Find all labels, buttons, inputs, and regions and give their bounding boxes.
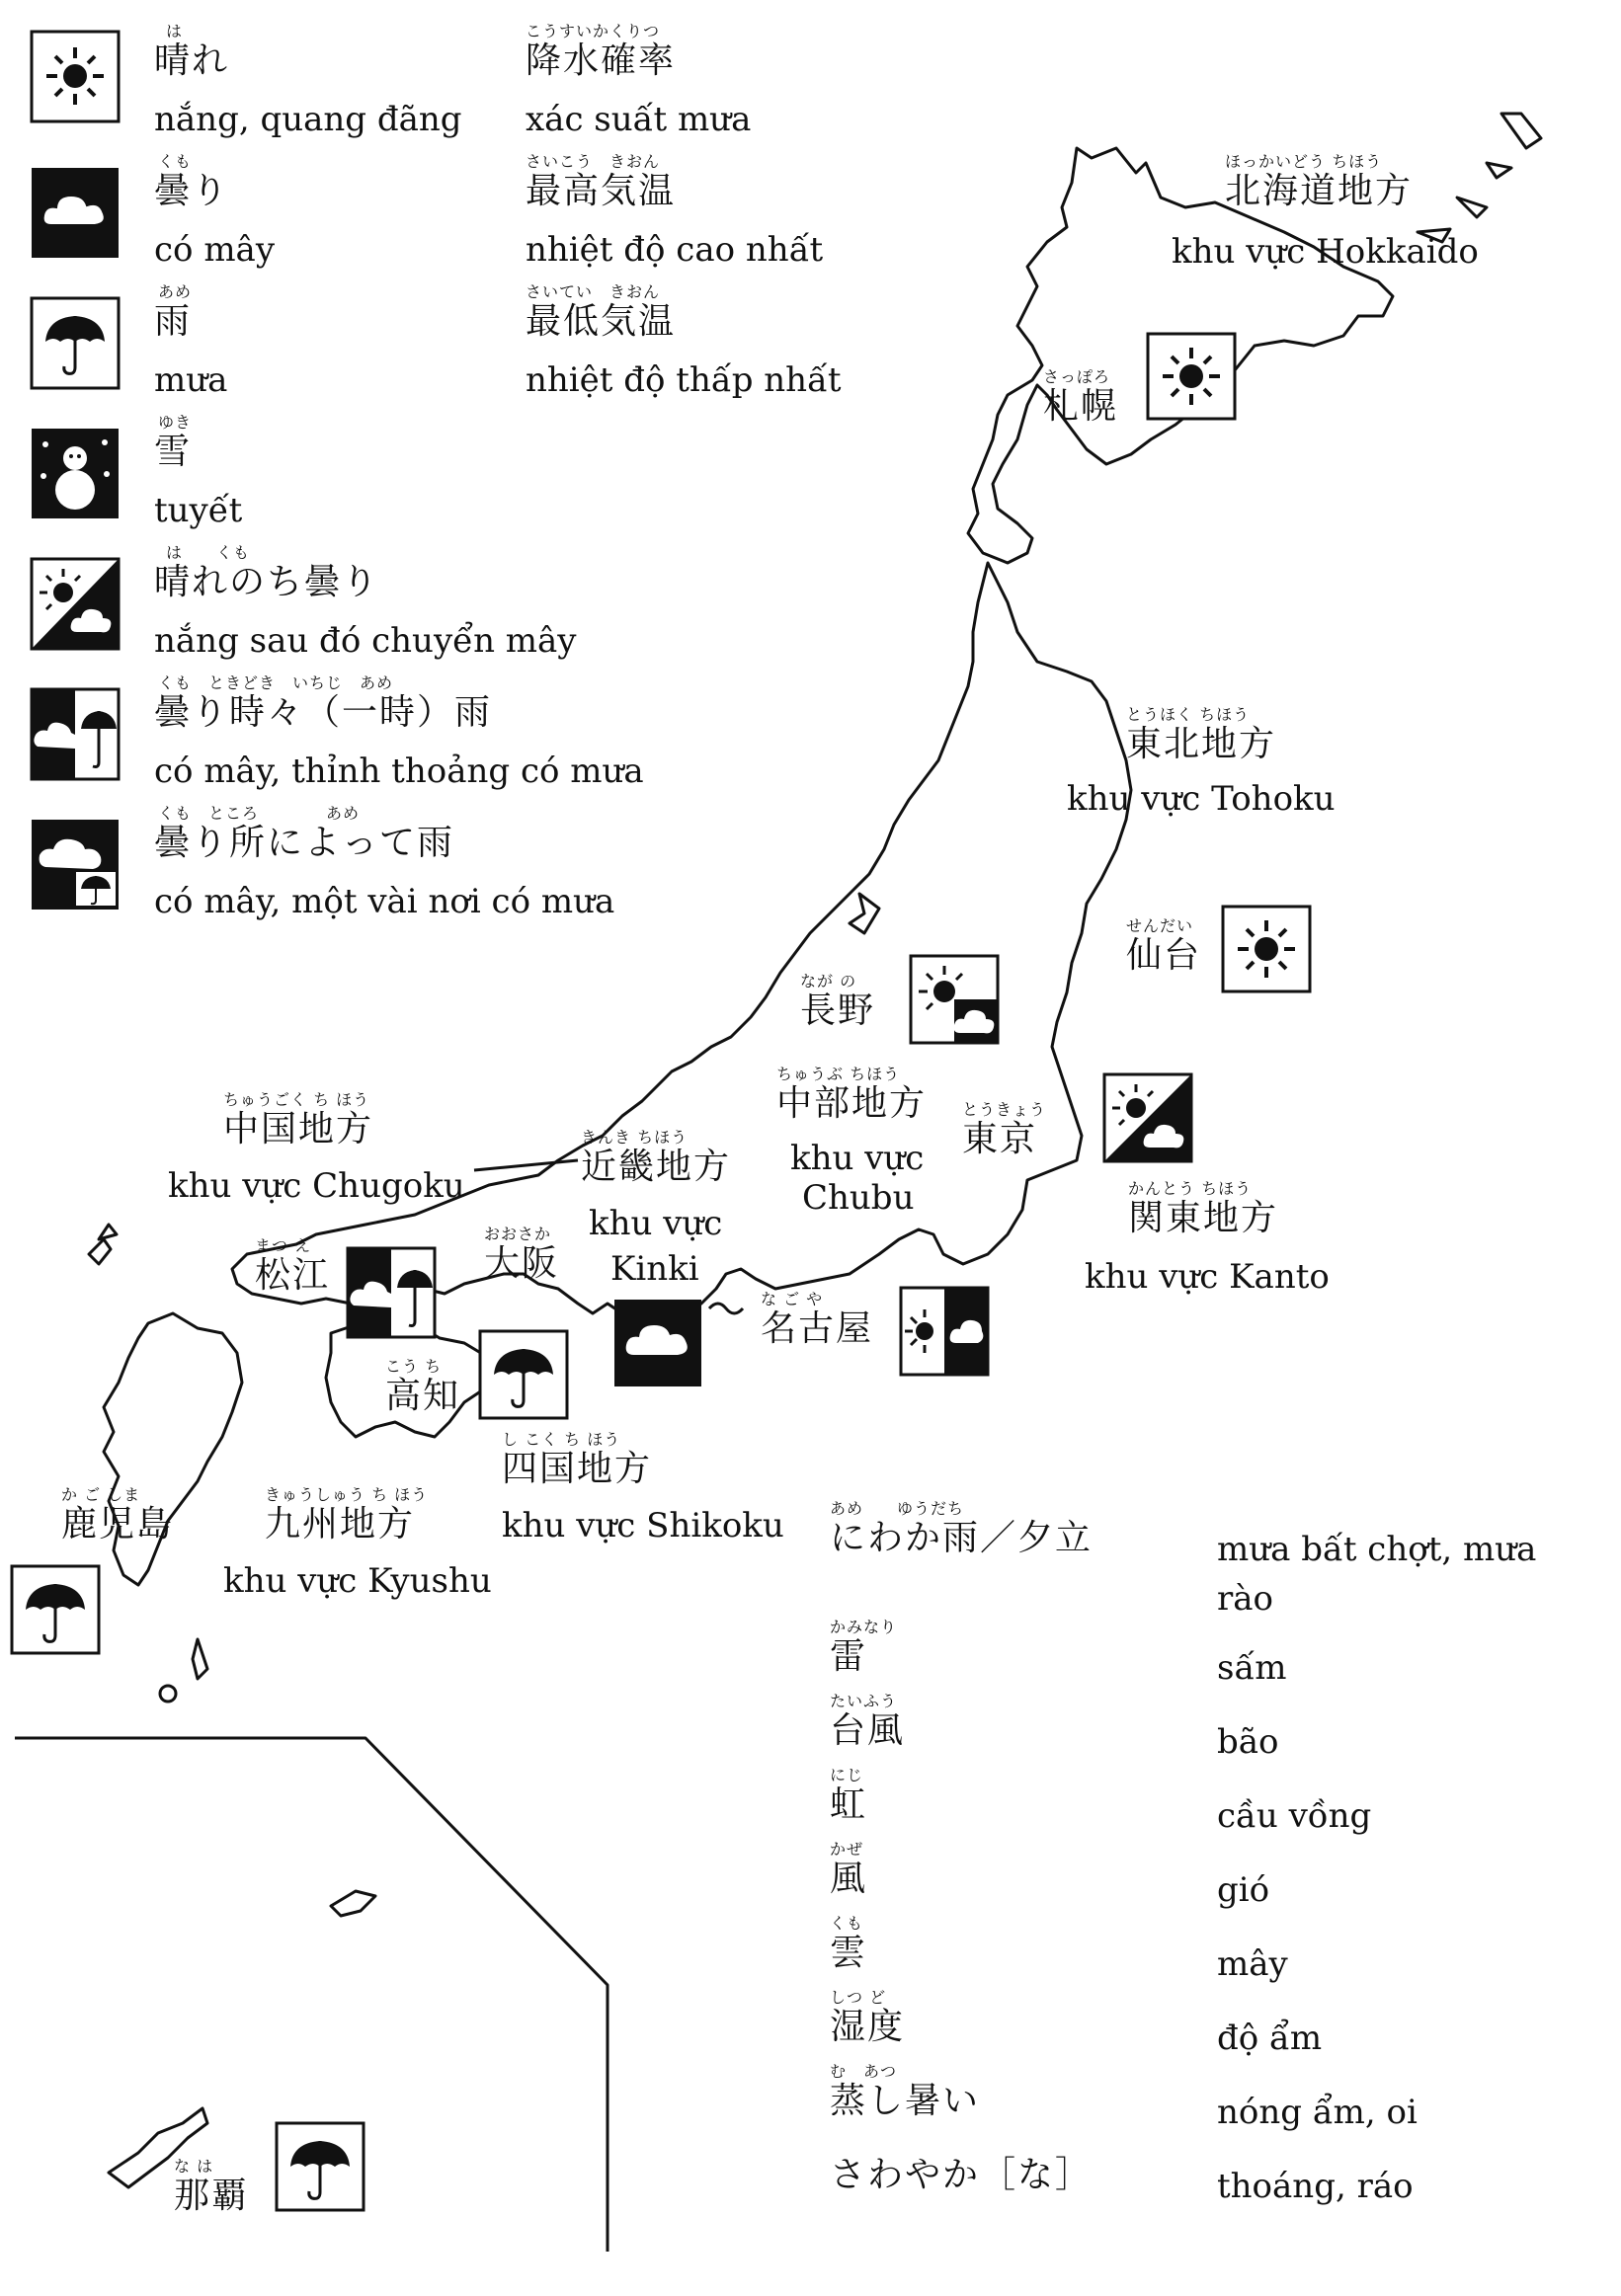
region-shikoku-vn: khu vực Shikoku: [502, 1506, 784, 1545]
vocab-jp: たいふう 台風: [830, 1692, 906, 1751]
region-kinki-vn1: khu vực: [589, 1204, 723, 1243]
vocab-ruby: にじ: [830, 1766, 864, 1784]
amami-island-outline: [331, 1891, 375, 1916]
snowman-icon: [30, 427, 121, 520]
term-max-temp-jp: さいこう きおん 最高気温: [526, 152, 677, 211]
city-matsue: まつ え 松江: [255, 1236, 331, 1296]
city-kochi: こう ち 高知: [385, 1357, 461, 1416]
term-max-temp-vn: nhiệt độ cao nhất: [526, 230, 824, 270]
sendai-sun-icon: [1221, 905, 1312, 993]
vocab-vn: gió: [1217, 1870, 1270, 1910]
region-tohoku-vn: khu vực Tohoku: [1067, 779, 1336, 819]
naha-umbrella-icon: [275, 2121, 365, 2212]
region-kyushu-vn: khu vực Kyushu: [223, 1561, 492, 1601]
legend-sunny-jp: は 晴れ: [154, 22, 230, 81]
city-nagoya: な ご や 名古屋: [761, 1290, 874, 1349]
region-kinki-vn2: Kinki: [610, 1249, 699, 1289]
cloud-sometimes-rain-icon: [30, 687, 121, 781]
vocab-jp: さわやか［な］: [830, 2155, 1094, 2195]
sado-island-outline: [850, 894, 879, 933]
city-sendai: せんだい 仙台: [1126, 916, 1202, 976]
region-chugoku-vn: khu vực Chugoku: [168, 1166, 465, 1206]
vocab-jp: かぜ 風: [830, 1840, 868, 1899]
umbrella-icon: [30, 296, 121, 390]
vocab-ruby: かぜ: [830, 1840, 864, 1859]
region-kyushu-jp: きゅうしゅう ち ほう 九州地方: [265, 1485, 429, 1544]
legend-sun-then-cloud-jp: は くも 晴れのち曇り: [154, 543, 380, 602]
vocab-ruby: くも: [830, 1914, 864, 1933]
city-nagano: なが の 長野: [800, 972, 876, 1031]
legend-sunny-vn: nắng, quang đãng: [154, 100, 462, 139]
legend-cloud-sometimes-rain-jp: くも ときどき いちじ あめ 曇り時々（一時）雨: [154, 673, 493, 733]
term-min-temp-jp: さいてい きおん 最低気温: [526, 282, 677, 342]
legend-cloud-rain-in-places-vn: có mây, một vài nơi có mưa: [154, 882, 615, 921]
sun-then-cloud-icon: [30, 557, 121, 651]
city-naha: な は 那覇: [174, 2157, 250, 2216]
tanegashima-outline: [193, 1639, 207, 1679]
vocab-vn: mây: [1217, 1944, 1288, 1984]
vocab-vn: sấm: [1217, 1648, 1287, 1688]
vocab-vn: mưa bất chợt, mưa rào: [1217, 1530, 1537, 1619]
region-kanto-jp: かんとう ちほう 関東地方: [1128, 1179, 1279, 1238]
kuril-island-outline: [1457, 198, 1487, 217]
sun-icon: [30, 30, 121, 123]
region-chubu-jp: ちゅうぶ ちほう 中部地方: [776, 1065, 928, 1124]
city-osaka: おおさか 大阪: [484, 1225, 560, 1284]
region-kanto-vn: khu vực Kanto: [1085, 1257, 1330, 1297]
nagoya-tilde: [709, 1304, 743, 1313]
vocab-jp: にじ 虹: [830, 1766, 868, 1825]
small-island-outline: [99, 1225, 117, 1239]
legend-cloudy-jp: くも 曇り: [154, 152, 230, 211]
vocab-ruby: あめ ゆうだち: [830, 1499, 965, 1518]
legend-snow-jp: ゆき 雪: [154, 413, 193, 472]
vocab-ruby: かみなり: [830, 1618, 898, 1636]
chugoku-leader-line: [474, 1160, 578, 1170]
term-min-temp-vn: nhiệt độ thấp nhất: [526, 360, 842, 400]
nagano-sun-then-cloud-icon: [909, 954, 1000, 1045]
oki-island-outline: [89, 1239, 111, 1264]
kochi-umbrella-icon: [478, 1329, 569, 1420]
region-chubu-vn1: khu vực: [790, 1139, 925, 1178]
region-hokkaido-vn: khu vực Hokkaido: [1172, 232, 1479, 272]
region-kinki-jp: きんき ちほう 近畿地方: [581, 1128, 732, 1187]
city-sapporo: さっぽろ 札幌: [1043, 367, 1119, 427]
term-precip-prob-jp: こうすいかくりつ 降水確率: [526, 22, 677, 81]
city-kagoshima: か ご しま 鹿児島: [61, 1485, 175, 1544]
legend-sun-then-cloud-vn: nắng sau đó chuyển mây: [154, 621, 577, 661]
kuril-island-outline: [1487, 163, 1511, 178]
vocab-vn: bão: [1217, 1722, 1279, 1762]
vocab-ruby: しつ ど: [830, 1988, 887, 2007]
kagoshima-umbrella-icon: [10, 1564, 101, 1655]
legend-cloudy-vn: có mây: [154, 230, 276, 270]
region-chugoku-jp: ちゅうごく ち ほう 中国地方: [223, 1090, 374, 1149]
cloud-rain-in-places-icon: [30, 818, 121, 911]
region-chubu-vn2: Chubu: [802, 1178, 915, 1218]
vocab-jp: かみなり 雷: [830, 1618, 898, 1677]
vocab-vn: nóng ẩm, oi: [1217, 2093, 1418, 2132]
legend-rain-vn: mưa: [154, 360, 228, 400]
legend-cloud-sometimes-rain-vn: có mây, thỉnh thoảng có mưa: [154, 752, 644, 791]
region-tohoku-jp: とうほく ちほう 東北地方: [1126, 705, 1277, 764]
vocab-vn: độ ẩm: [1217, 2019, 1323, 2058]
vocab-jp: くも 雲: [830, 1914, 868, 1973]
tokyo-sun-then-cloud-icon: [1102, 1072, 1193, 1163]
vocab-ruby: む あつ: [830, 2062, 898, 2081]
legend-snow-vn: tuyết: [154, 491, 243, 530]
region-hokkaido-jp: ほっかいどう ちほう 北海道地方: [1225, 152, 1414, 211]
nagoya-sun-then-cloud-icon: [899, 1286, 990, 1377]
kinki-cloud-icon: [612, 1298, 703, 1388]
legend-cloud-rain-in-places-jp: くも ところ あめ 曇り所によって雨: [154, 804, 455, 863]
yakushima-outline: [160, 1686, 176, 1702]
region-shikoku-jp: し こく ち ほう 四国地方: [502, 1430, 653, 1489]
city-tokyo: とうきょう 東京: [962, 1100, 1047, 1159]
term-precip-prob-vn: xác suất mưa: [526, 100, 752, 139]
vocab-ruby: たいふう: [830, 1692, 898, 1710]
vocab-vn: cầu vồng: [1217, 1796, 1372, 1836]
sapporo-sun-icon: [1146, 332, 1237, 421]
vocab-vn: thoáng, ráo: [1217, 2167, 1414, 2206]
legend-rain-jp: あめ 雨: [154, 282, 193, 342]
kuril-island-outline: [1501, 114, 1541, 148]
vocab-jp: む あつ 蒸し暑い: [830, 2062, 981, 2121]
matsue-cloud-sometimes-rain-icon: [346, 1246, 437, 1339]
cloud-icon: [30, 166, 121, 260]
vocab-jp: しつ ど 湿度: [830, 1988, 906, 2047]
vocab-jp: あめ ゆうだち にわか雨／夕立: [830, 1499, 1094, 1558]
